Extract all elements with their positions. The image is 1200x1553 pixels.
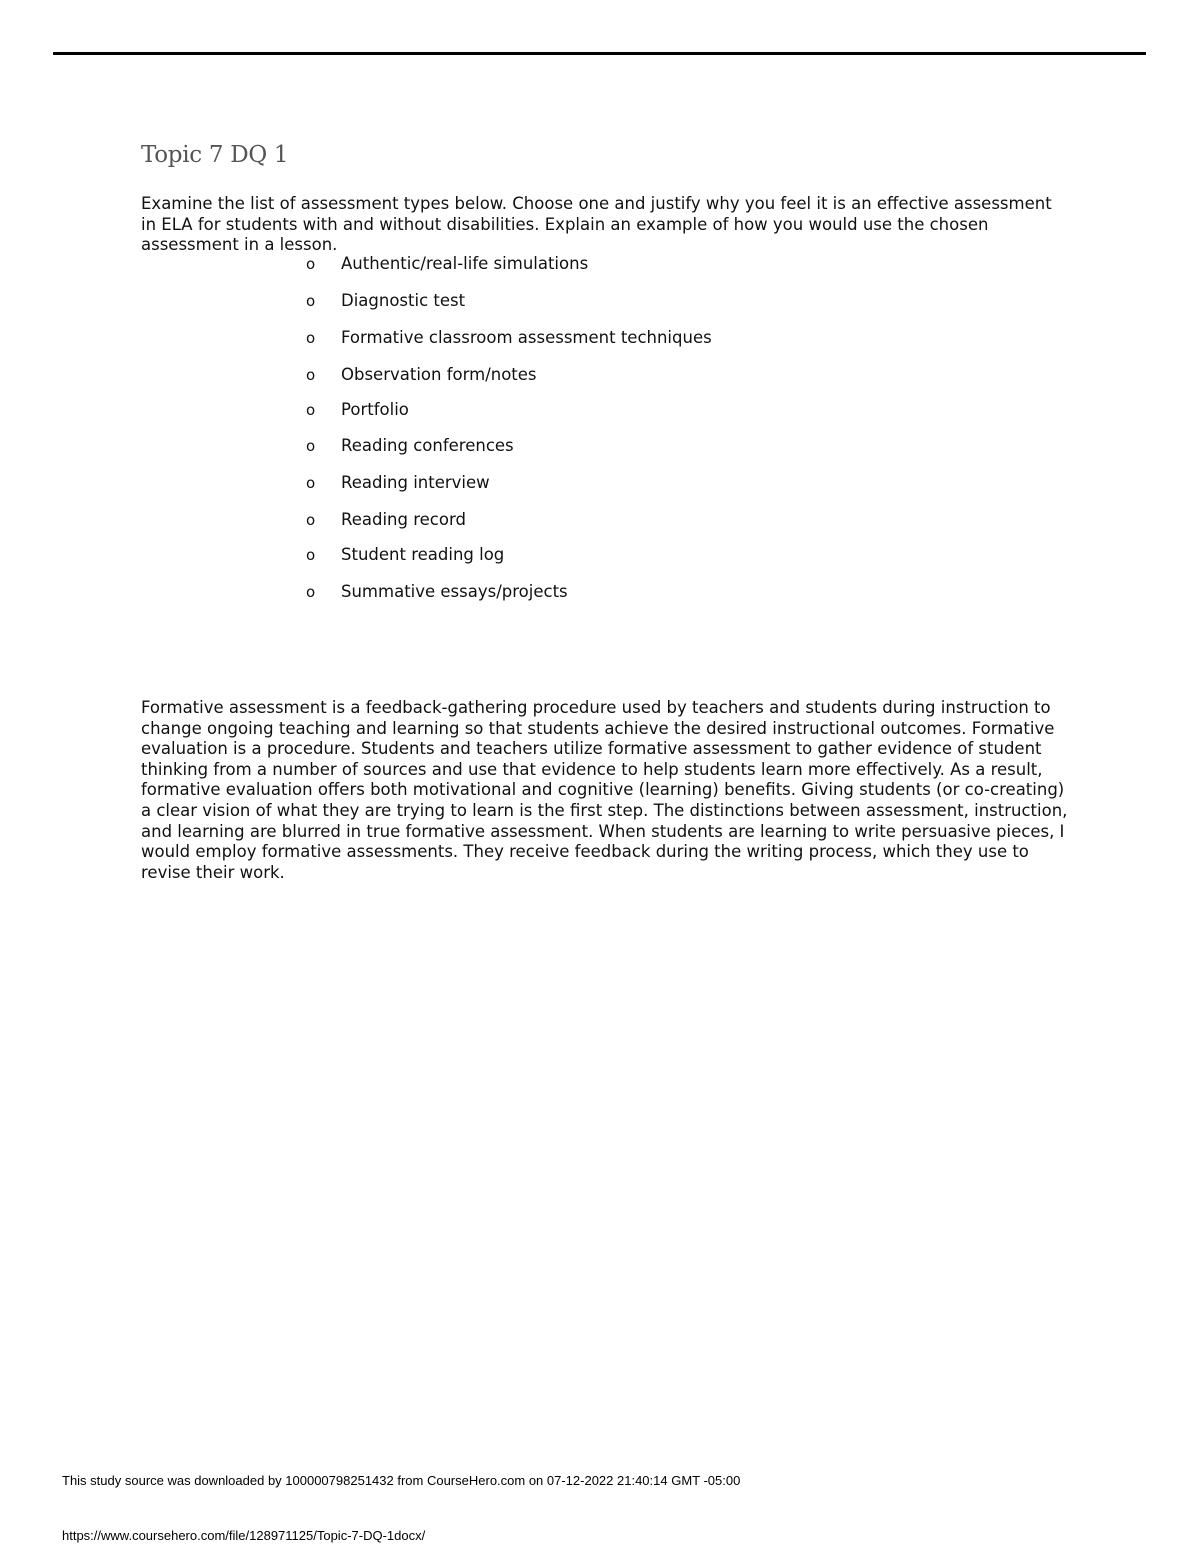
discussion-prompt: Examine the list of assessment types below. Choose one and justify why you feel it is an effective assessment in ELA for students with and without disabilities. Explain an example of how you would use the chosen assessment in a lesson.: [141, 194, 1052, 254]
list-item: [306, 328, 712, 348]
bullet-icon: o: [306, 511, 316, 529]
download-source-note: This study source was downloaded by 100000798251432 from CourseHero.com on 07-12-2022 21:40:14 GMT -05:00: [62, 1473, 741, 1488]
list-item-label: Authentic/real-life simulations: [341, 254, 589, 273]
list-item-label: Observation form/notes: [341, 365, 537, 384]
source-url-link[interactable]: https://www.coursehero.com/file/128971125/Topic-7-DQ-1docx/: [62, 1528, 426, 1543]
answer-paragraph: Formative assessment is a feedback-gathering procedure used by teachers and students during instruction to change ongoing teaching and learning so that students achieve the desired instructional outcomes. Formative evaluation is a procedure. Students and teachers utilize formative assessment to gather evidence of student thinking from a number of sources and use that evidence to help students learn more effectively. As a result, formative evaluation offers both motivational and cognitive (learning) benefits. Giving students (or co-creating) a clear vision of what they are trying to learn is the first step. The distinctions between assessment, instruction, and learning are blurred in true formative assessment. When students are learning to write persuasive pieces, I would employ formative assessments. They receive feedback during the writing process, which they use to revise their work.: [141, 698, 1068, 882]
bullet-icon: o: [306, 437, 316, 455]
list-item: [306, 473, 490, 493]
bullet-icon: o: [306, 255, 316, 273]
list-item: [306, 582, 568, 602]
bullet-icon: o: [306, 329, 316, 347]
list-item-label: Reading conferences: [341, 436, 514, 455]
list-item-label: Formative classroom assessment techniques: [341, 328, 712, 347]
list-item-label: Portfolio: [341, 400, 409, 419]
page-title: Topic 7 DQ 1: [141, 142, 289, 168]
list-item: [306, 291, 465, 311]
list-item-label: Reading interview: [341, 473, 490, 492]
list-item: [306, 545, 504, 565]
bullet-icon: o: [306, 366, 316, 384]
list-item-label: Summative essays/projects: [341, 582, 568, 601]
list-item-label: Diagnostic test: [341, 291, 466, 310]
bullet-icon: o: [306, 474, 316, 492]
list-item-label: Student reading log: [341, 545, 505, 564]
list-item: [306, 436, 514, 456]
bullet-icon: o: [306, 583, 316, 601]
top-rule: [53, 52, 1146, 55]
list-item: [306, 365, 537, 385]
list-item: [306, 510, 466, 530]
bullet-icon: o: [306, 292, 316, 310]
bullet-icon: o: [306, 401, 316, 419]
list-item-label: Reading record: [341, 510, 466, 529]
bullet-icon: o: [306, 546, 316, 564]
list-item: [306, 254, 588, 274]
list-item: [306, 400, 409, 420]
